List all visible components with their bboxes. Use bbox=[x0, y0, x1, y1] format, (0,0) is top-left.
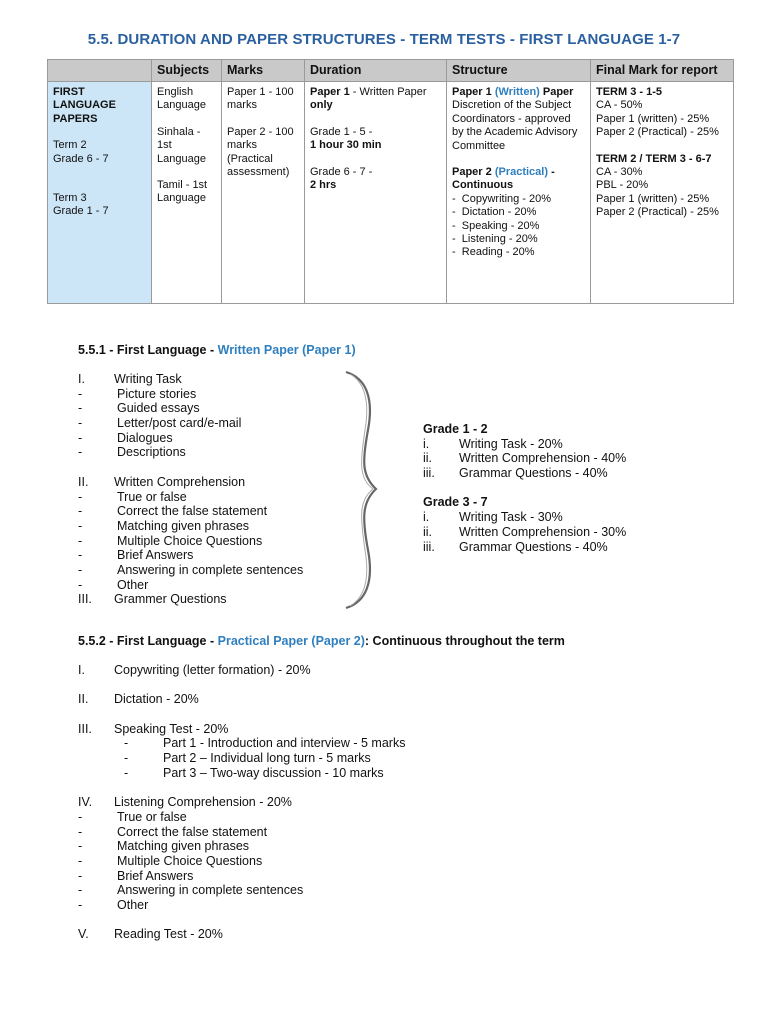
list-marker: - bbox=[78, 853, 83, 868]
list-item-text: Dictation - 20% bbox=[114, 692, 199, 707]
practical-list-item bbox=[78, 825, 578, 840]
list-item-text: Correct the false statement bbox=[117, 504, 268, 519]
written-list-item bbox=[78, 519, 358, 534]
list-marker: - bbox=[78, 824, 83, 839]
marks-paper2: Paper 2 - 100 marks (Practical assessment) bbox=[227, 125, 294, 179]
final-term3-heading: TERM 3 - 1-5 bbox=[596, 86, 663, 98]
practical-list-item bbox=[78, 781, 578, 796]
list-marker: - bbox=[78, 445, 83, 460]
list-item-text: Part 1 - Introduction and interview - 5 marks bbox=[163, 736, 406, 751]
list-marker: - bbox=[78, 562, 83, 577]
grade-weighting-item: ii. Written Comprehension - 40% bbox=[423, 451, 627, 466]
practical-list-item bbox=[78, 751, 578, 766]
list-marker: - bbox=[124, 736, 129, 751]
practical-list-item bbox=[78, 736, 578, 751]
grade-3-7-heading: Grade 3 - 7 bbox=[423, 495, 488, 510]
practical-list-item bbox=[78, 766, 578, 781]
list-item-text: Brief Answers bbox=[117, 868, 194, 883]
practical-list-item bbox=[78, 898, 578, 913]
list-item-text: Written Comprehension bbox=[114, 474, 246, 489]
practical-list-item bbox=[78, 678, 578, 693]
list-item-text: Dialogues bbox=[117, 430, 173, 445]
structure-paper1-heading: Paper 1 (Written) Paper bbox=[452, 86, 574, 98]
duration-grade1-5: Grade 1 - 5 - bbox=[310, 125, 373, 138]
list-item-text: Part 3 – Two-way discussion - 10 marks bbox=[163, 765, 384, 780]
marks-paper1: Paper 1 - 100 marks bbox=[227, 86, 294, 112]
term3-grade: Grade 1 - 7 bbox=[53, 205, 109, 218]
grade-1-2-heading: Grade 1 - 2 bbox=[423, 422, 488, 436]
final-item: CA - 30% bbox=[596, 166, 643, 179]
list-marker: - bbox=[78, 489, 83, 504]
final-item: Paper 2 (Practical) - 25% bbox=[596, 206, 719, 219]
table-header-structure: Structure bbox=[447, 60, 591, 82]
list-item-text: Guided essays bbox=[117, 401, 200, 416]
list-item-text: True or false bbox=[117, 809, 187, 824]
papers-heading: FIRST LANGUAGE PAPERS bbox=[53, 86, 116, 125]
final-item: Paper 2 (Practical) - 25% bbox=[596, 126, 719, 139]
table-row bbox=[48, 82, 734, 304]
list-item-text: Grammer Questions bbox=[114, 592, 227, 607]
grade-weighting-item: ii. Written Comprehension - 30% bbox=[423, 524, 627, 539]
list-item-text: Picture stories bbox=[117, 386, 197, 401]
written-list-item bbox=[78, 592, 358, 607]
written-list-item bbox=[78, 416, 358, 431]
structure-item: - Dictation - 20% bbox=[452, 206, 585, 219]
written-list-item bbox=[78, 504, 358, 519]
page-title: 5.5. DURATION AND PAPER STRUCTURES - TERM TESTS - FIRST LANGUAGE 1-7 bbox=[87, 31, 681, 48]
practical-list-item bbox=[78, 913, 578, 928]
table-cell-structure bbox=[447, 82, 591, 304]
list-marker: - bbox=[78, 504, 83, 519]
list-marker: - bbox=[124, 751, 129, 766]
table-cell-subjects bbox=[152, 82, 222, 304]
practical-list-item bbox=[78, 663, 578, 678]
term2-grade: Grade 6 - 7 bbox=[53, 152, 109, 165]
written-list-item bbox=[78, 387, 358, 402]
list-marker: - bbox=[78, 868, 83, 883]
duration-grade6-7: Grade 6 - 7 - bbox=[310, 165, 373, 178]
list-marker: II. bbox=[78, 474, 89, 489]
list-marker: II. bbox=[78, 692, 89, 707]
list-marker: - bbox=[78, 548, 83, 563]
list-item-text: Copywriting (letter formation) - 20% bbox=[114, 663, 311, 677]
list-marker: - bbox=[78, 898, 83, 912]
duration-grade6-7-value: 2 hrs bbox=[310, 179, 337, 192]
written-list-item bbox=[78, 475, 358, 490]
list-marker: I. bbox=[78, 663, 85, 677]
list-item-text: Letter/post card/e-mail bbox=[117, 416, 242, 431]
section-heading-practical: 5.5.2 - First Language - Practical Paper (Paper 2): Continuous throughout the term bbox=[78, 634, 565, 648]
practical-paper-list bbox=[78, 663, 578, 942]
list-item-text: Other bbox=[117, 898, 149, 912]
practical-list-item bbox=[78, 927, 578, 942]
structure-item: - Copywriting - 20% bbox=[452, 193, 585, 206]
practical-list-item bbox=[78, 854, 578, 869]
table-header-blank bbox=[48, 60, 152, 82]
term2-label: Term 2 bbox=[53, 139, 87, 152]
structure-item: - Speaking - 20% bbox=[452, 220, 585, 233]
structure-paper1-desc: Discretion of the Subject Coordinators - approved by the Academic Advisory Committee bbox=[452, 99, 578, 152]
list-item-text: Writing Task bbox=[114, 372, 182, 386]
table-header-row bbox=[48, 60, 734, 82]
list-marker: I. bbox=[78, 372, 85, 386]
list-marker: - bbox=[124, 765, 129, 780]
list-item-text: Multiple Choice Questions bbox=[117, 533, 263, 548]
grade-weighting-item: i. Writing Task - 20% bbox=[423, 436, 563, 451]
duration-structure-table bbox=[47, 59, 734, 304]
list-marker: - bbox=[78, 518, 83, 533]
list-marker: - bbox=[78, 839, 83, 854]
list-item-text: Speaking Test - 20% bbox=[114, 721, 229, 736]
subject-english: English Language bbox=[157, 86, 206, 112]
written-list-item bbox=[78, 490, 358, 505]
written-list-item bbox=[78, 534, 358, 549]
list-marker: - bbox=[78, 416, 83, 431]
practical-list-item bbox=[78, 722, 578, 737]
table-header-final-mark: Final Mark for report bbox=[591, 60, 734, 82]
practical-list-item bbox=[78, 810, 578, 825]
practical-list-item bbox=[78, 883, 578, 898]
table-cell-marks bbox=[222, 82, 305, 304]
final-item: Paper 1 (written) - 25% bbox=[596, 112, 710, 125]
list-item-text: Listening Comprehension - 20% bbox=[114, 795, 292, 810]
grade-weighting-item: i. Writing Task - 30% bbox=[423, 510, 563, 525]
written-list-item bbox=[78, 460, 358, 475]
table-header-subjects: Subjects bbox=[152, 60, 222, 82]
list-marker: - bbox=[78, 401, 83, 416]
grade-weighting-item: iii. Grammar Questions - 40% bbox=[423, 539, 608, 554]
list-item-text: Reading Test - 20% bbox=[114, 927, 223, 942]
written-paper-list bbox=[78, 372, 358, 607]
list-marker: - bbox=[78, 386, 83, 401]
final-item: Paper 1 (written) - 25% bbox=[596, 192, 710, 205]
written-list-item bbox=[78, 445, 358, 460]
list-marker: - bbox=[78, 809, 83, 824]
list-item-text: Answering in complete sentences bbox=[117, 562, 304, 577]
list-item-text: Brief Answers bbox=[117, 548, 194, 563]
subject-tamil: Tamil - 1st Language bbox=[157, 179, 208, 205]
written-list-item bbox=[78, 431, 358, 446]
structure-item: - Listening - 20% bbox=[452, 233, 585, 246]
practical-list-item bbox=[78, 707, 578, 722]
written-list-item bbox=[78, 401, 358, 416]
list-item-text: True or false bbox=[117, 489, 187, 504]
final-term2-heading: TERM 2 / TERM 3 - 6-7 bbox=[596, 152, 712, 165]
table-cell-duration bbox=[305, 82, 447, 304]
list-marker: III. bbox=[78, 721, 92, 736]
written-list-item bbox=[78, 578, 358, 593]
list-item-text: Correct the false statement bbox=[117, 824, 268, 839]
written-list-item bbox=[78, 372, 358, 387]
final-item: PBL - 20% bbox=[596, 179, 649, 192]
section-heading-written: 5.5.1 - First Language - Written Paper (Paper 1) bbox=[78, 343, 356, 357]
table-header-marks: Marks bbox=[222, 60, 305, 82]
grade-weighting-item: iii. Grammar Questions - 40% bbox=[423, 466, 608, 481]
subject-sinhala: Sinhala - 1st Language bbox=[157, 125, 206, 165]
list-item-text: Part 2 – Individual long turn - 5 marks bbox=[163, 751, 371, 766]
table-cell-papers bbox=[48, 82, 152, 304]
practical-list-item bbox=[78, 795, 578, 810]
term3-label: Term 3 bbox=[53, 192, 87, 205]
written-list-item bbox=[78, 548, 358, 563]
structure-item: - Reading - 20% bbox=[452, 246, 585, 259]
grade-weightings bbox=[423, 422, 627, 554]
practical-list-item bbox=[78, 692, 578, 707]
list-marker: IV. bbox=[78, 795, 93, 810]
duration-grade1-5-value: 1 hour 30 min bbox=[310, 139, 382, 152]
written-list-item bbox=[78, 563, 358, 578]
list-marker: III. bbox=[78, 592, 92, 607]
list-marker: V. bbox=[78, 927, 89, 942]
curly-brace-icon bbox=[340, 368, 380, 610]
final-item: CA - 50% bbox=[596, 99, 643, 112]
list-item-text: Multiple Choice Questions bbox=[117, 853, 263, 868]
table-header-duration: Duration bbox=[305, 60, 447, 82]
list-marker: - bbox=[78, 533, 83, 548]
structure-paper2-heading: Paper 2 (Practical) - Continuous bbox=[452, 166, 555, 192]
list-marker: - bbox=[78, 430, 83, 445]
table-cell-final-mark bbox=[591, 82, 734, 304]
list-marker: - bbox=[78, 577, 83, 592]
duration-paper1: Paper 1 - Written Paper only bbox=[310, 86, 427, 112]
list-marker: - bbox=[78, 883, 83, 898]
list-item-text: Other bbox=[117, 577, 149, 592]
list-item-text: Matching given phrases bbox=[117, 518, 250, 533]
list-item-text: Answering in complete sentences bbox=[117, 883, 304, 898]
list-item-text: Descriptions bbox=[117, 445, 186, 460]
practical-list-item bbox=[78, 869, 578, 884]
practical-list-item bbox=[78, 839, 578, 854]
list-item-text: Matching given phrases bbox=[117, 839, 250, 854]
